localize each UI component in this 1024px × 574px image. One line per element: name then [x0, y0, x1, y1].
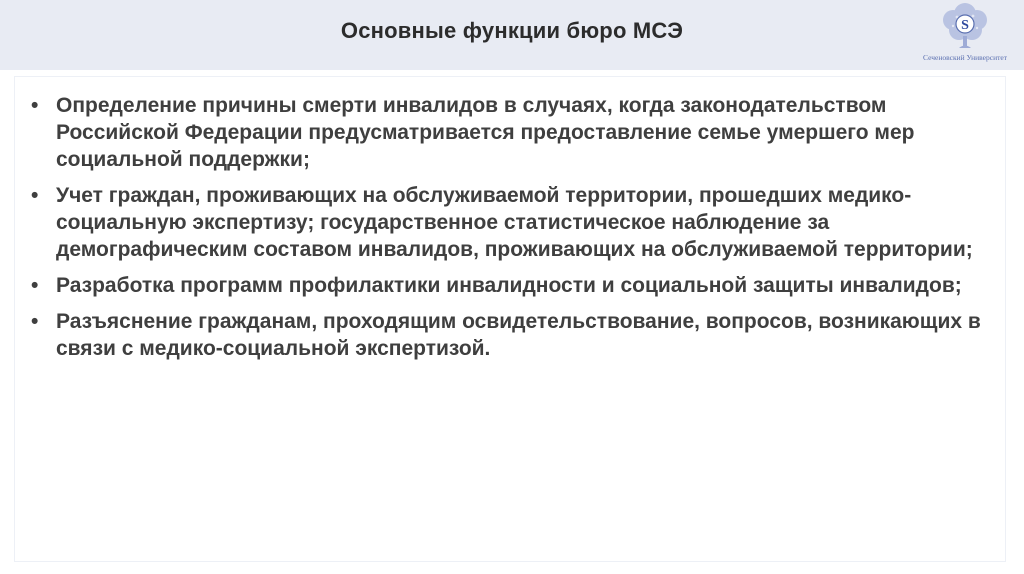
university-tree-logo-icon — [915, 2, 1015, 54]
list-item — [31, 272, 991, 299]
list-item — [31, 92, 991, 173]
bullet-text: Определение причины смерти инвалидов в случаях, когда законодательством Российской Федерации предусматривается предоставление семье умершего мер социальной поддержки; — [56, 94, 915, 171]
university-logo — [915, 2, 1015, 66]
bullet-icon: • — [31, 94, 39, 117]
header-bar — [0, 0, 1024, 70]
bullet-list — [31, 92, 991, 371]
bullet-text: Разъяснение гражданам, проходящим освидетельствование, вопросов, возникающих в связи с медико-социальной экспертизой. — [56, 310, 981, 360]
content-area — [14, 76, 1006, 562]
logo-letter: S — [961, 18, 969, 33]
list-item — [31, 308, 991, 362]
bullet-icon: • — [31, 184, 39, 207]
page-title: Основные функции бюро МСЭ — [340, 18, 684, 43]
bullet-icon: • — [31, 274, 39, 297]
logo-caption: Сеченовский Университет — [923, 53, 1007, 62]
bullet-icon: • — [31, 310, 39, 333]
bullet-text: Разработка программ профилактики инвалидности и социальной защиты инвалидов; — [56, 274, 962, 297]
list-item — [31, 182, 991, 263]
bullet-text: Учет граждан, проживающих на обслуживаемой территории, прошедших медико-социальную экспертизу; государственное статистическое наблюдение за демографическим составом инвалидов, проживающих на обслуживаемой территории; — [56, 184, 973, 261]
